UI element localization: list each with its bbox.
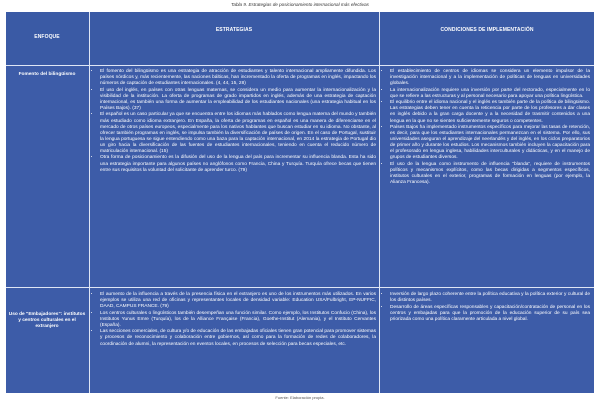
- grid-line: [6, 65, 594, 66]
- list-item: • Inversión de largo plazo coherente entre la política educativa y la política exterior y cultural de los distintos países.: [390, 292, 590, 304]
- strategies-table: [6, 12, 594, 393]
- list-item: • Desarrollo de áreas específicas responsables y capacitación/contratación de personal en los centros y embajadas para que la promoción de la educación superior de su país sea priorizada como una política claramente articulada a nivel global.: [390, 305, 590, 323]
- list-item: • El uso de la lengua como instrumento de influencia "blanda", requiere de instrumentos políticos y mecanismos explícitos, como las becas dirigidas a segmentos específicos, institutos culturales en el exterior, programas de formación en lenguas (por ejemplo, la Alianza Francesa).: [390, 162, 590, 186]
- row-2-condiciones: [382, 292, 590, 323]
- list-item: • Países Bajos ha implementado instrumentos específicos para mejorar las tasas de retención, es decir, para que los estudiantes internacionales permanezcan en el sistema. Por ello, sus universidades aseguran el aprendizaje del neerlandés y del inglés, en los ciclos preparatorios de primer año y durante los estudios. Los mecanismos también incluyen la capacitación para el profesorado en lengua inglesa, habilidades interculturales y didácticas, y en el manejo de grupos de estudiantes diversos.: [390, 125, 590, 162]
- row-2-enfoque: Uso de "Embajadores": institutos y centros culturales en el extranjero: [8, 312, 86, 330]
- row-1-enfoque: Fomento del bilingüismo: [18, 72, 76, 77]
- list-item: • El establecimiento de centros de idiomas se considera un elemento impulsor de la investigación internacional y a la implementación de políticas de lenguas en universidades globales.: [390, 69, 590, 87]
- row-2-estrategias: [92, 292, 376, 348]
- list-item: • El aumento de la influencia a través de la presencia física en el extranjero es uno de los instrumentos más utilizados. En varios ejemplos se utiliza una red de oficinas y representantes locales de densidad variable: Education USA/Fulbright, EP-NUFFIC, DAAD, CAMPUS FRANCE. (79): [100, 292, 376, 310]
- list-item: • El español es un caso particular ya que se encuentra entre los idiomas más hablados como lengua materna del mundo y también más estudiado como idioma extranjero. En España, la oferta de programas en español es una manera de diferenciarse en el mercado de otros países europeos, especialmente para los nativos hablantes que buscan estudiar en su idioma. No obstante, al ofrecer también programas en inglés, se impulsa también la diversificación de países de origen. En el caso de Portugal, sustituir la lengua portuguesa se sigue entendiendo como una baza para la captación internacional, en 2014 la estrategia de Portugal dio un giro hacia la diversificación de las fuentes de estudiantes internacionales, teniendo en cuenta el reducido número de matriculación internacional. (15): [100, 112, 376, 155]
- list-item: • El equilibrio entre el idioma nacional y el inglés es también parte de la política de bilingüismo. Las estrategias deben tener en cuenta la reticencia por parte de los profesores a dar clases en inglés debido a la gran carga docente y a la necesidad de trasmitir contenidos a una lengua en la que no se sienten suficientemente seguros o competentes.: [390, 100, 590, 124]
- row-1-condiciones: [382, 69, 590, 187]
- header-estrategias: ESTRATEGIAS: [215, 27, 253, 33]
- table-caption: Tabla 9. Estrategias de posicionamiento internacional más efectivas: [231, 2, 369, 7]
- list-item: • La internacionalización requiere una inversión por parte del rectorado, especialmente en lo que se refiere a las estructuras y al personal necesario para apoyar una política lingüística.: [390, 88, 590, 100]
- header-enfoque: ENFOQUE: [34, 34, 60, 40]
- list-item: • Las secciones comerciales, de cultura y/o de educación de las embajadas oficiales tienen gran potencial para promover sistemas y procesos de reconocimiento y colaboración entre gobiernos, así como para la formación de redes de colaboradores, la coordinación de alumni, la representación en eventos locales, en procesos de selección para becas especiales, etc.: [100, 329, 376, 347]
- grid-line: [6, 287, 594, 288]
- list-item: • El uso del inglés, en países con otras lenguas maternas, se considera un medio para aumentar la internacionalización y la visibilidad de la institución. La oferta de programas de grado impartidos en inglés, además de una estrategia de captación internacional, es también una forma de aumentar la empleabilidad de los estudiantes nacionales (una estrategia habitual en los Países Bajos). (37): [100, 88, 376, 112]
- header-condiciones: CONDICIONES DE IMPLEMENTACIÓN: [440, 27, 534, 33]
- list-item: • Otra forma de posicionamiento es la difusión del uso de la lengua del país para incrementar su influencia blanda. Esta ha sido una estrategia importante para algunos países no anglófonos como Francia, China y Turquía. Turquía ofrece becas que tienen entre sus requisitos la voluntad del solicitante de aprender turco. (79): [100, 155, 376, 173]
- list-item: • El fomento del bilingüismo es una estrategia de atracción de estudiantes y talento internacional ampliamente difundida. Los países nórdicos y, más recientemente, las naciones bálticas, han incrementado la oferta de programas en inglés, impactando los números de captación de estudiantes internacionales. (4, 44, 15, 28): [100, 69, 376, 87]
- list-item: • Los centros culturales o lingüísticos también desempeñan una función similar. Como ejemplo, los Institutos Confucio (China), los Institutos Yunus Emre (Turquía), los de la Alliance Française (Francia), Goethe-Institut (Alemania), y el Instituto Cervantes (España).: [100, 311, 376, 329]
- table-header: [6, 12, 594, 65]
- table-source: Fuente: Elaboración propia.: [275, 395, 325, 400]
- row-1-estrategias: [92, 69, 376, 174]
